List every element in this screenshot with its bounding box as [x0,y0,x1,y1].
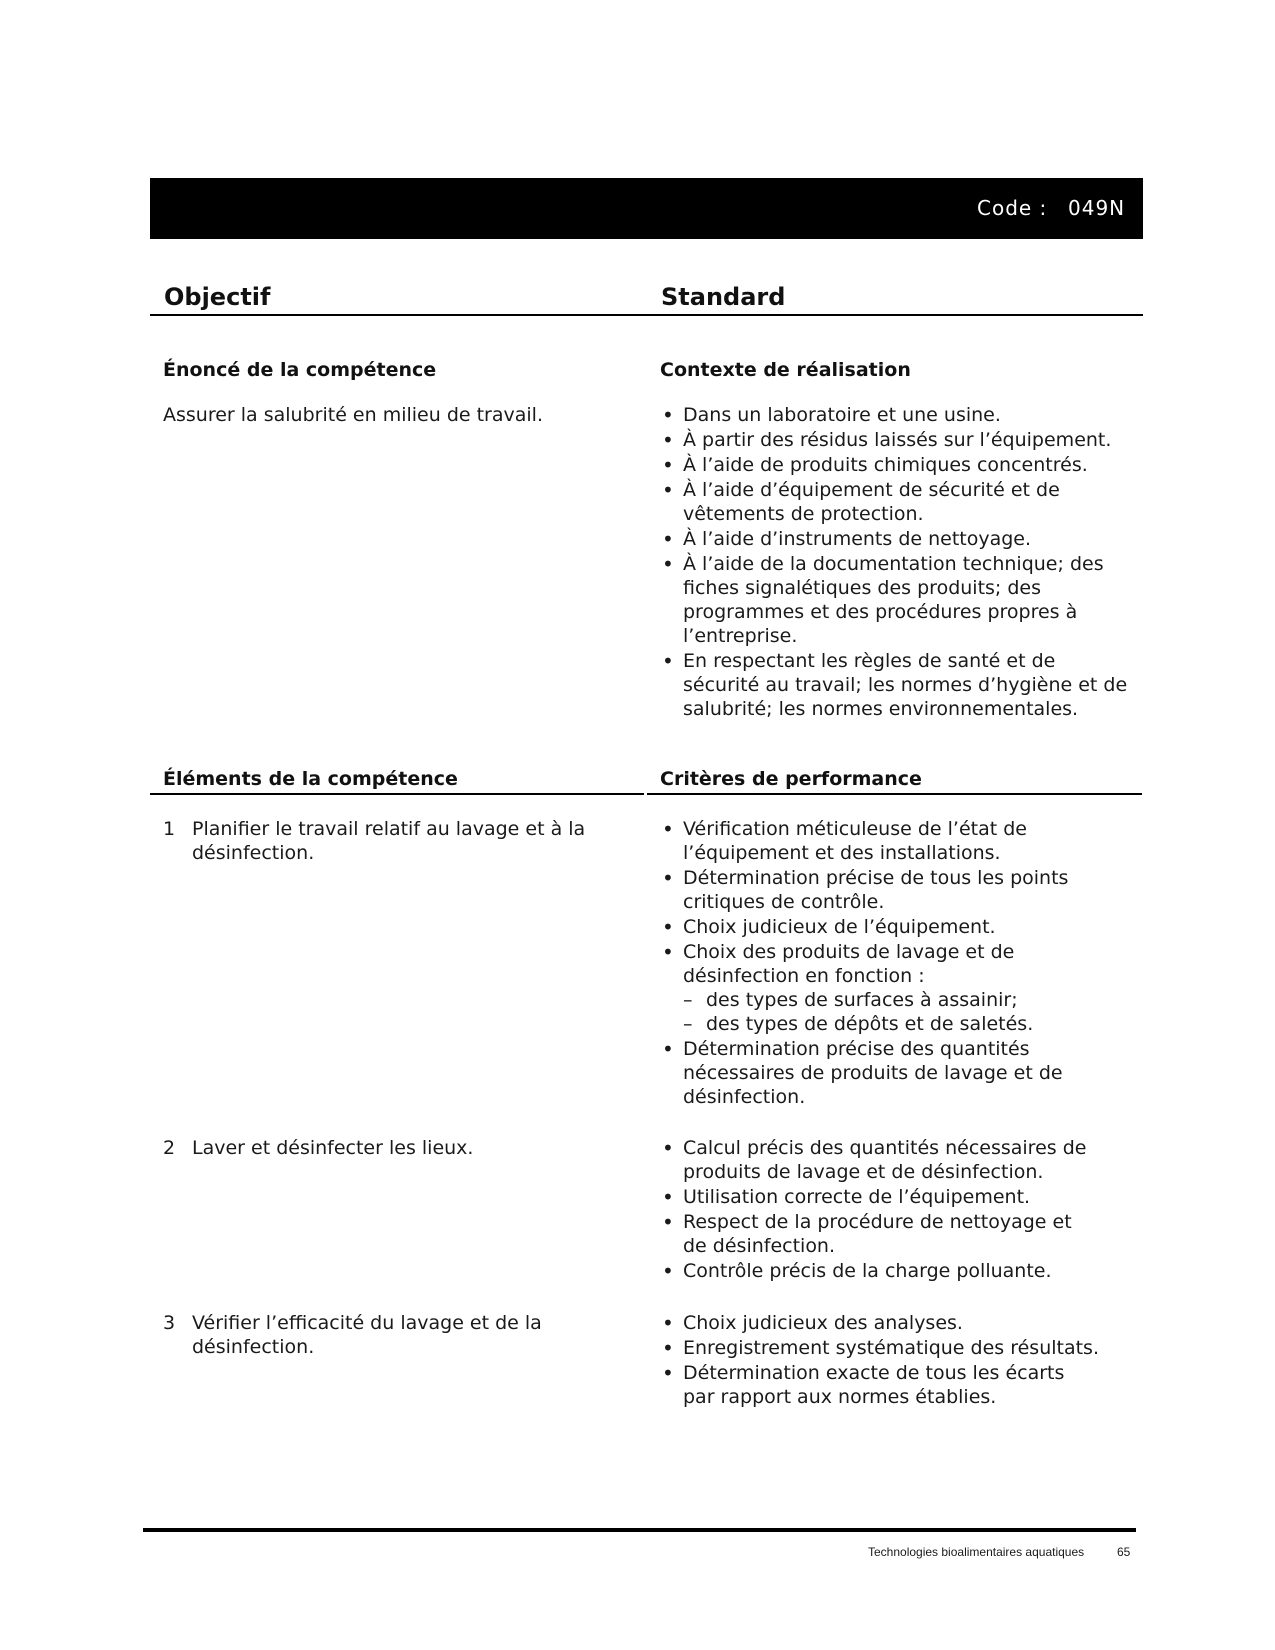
criteria-item: • Enregistrement systématique des résultats. [660,1336,1100,1360]
elements-rule [150,793,644,795]
element-number: 3 [163,1312,176,1334]
element-text: Planifier le travail relatif au lavage et à la désinfection. [192,818,586,864]
context-item: • En respectant les règles de santé et de sécurité au travail; les normes d’hygiène et de salubrité; les normes environnementales. [660,649,1130,721]
page-number: 65 [1117,1545,1131,1559]
criteres-heading: Critères de performance [660,768,922,790]
criteria-item: • Calcul précis des quantités nécessaires de produits de lavage et de désinfection. [660,1136,1100,1184]
context-item: • À partir des résidus laissés sur l’équipement. [660,428,1130,452]
criteria-item: • Vérification méticuleuse de l’état de l’équipement et des installations. [660,817,1135,865]
criteria-item: • Respect de la procédure de nettoyage et de désinfection. [660,1210,1100,1258]
footer-rule [143,1528,1136,1532]
contexte-heading: Contexte de réalisation [660,359,911,381]
criteria-item: • Choix judicieux de l’équipement. [660,915,1135,939]
criteria-item: • Détermination exacte de tous les écarts par rapport aux normes établies. [660,1361,1100,1409]
criteria-item: • Détermination précise de tous les points critiques de contrôle. [660,866,1135,914]
element-number: 2 [163,1137,176,1159]
criteres-rule [647,793,1142,795]
code-bar [150,178,1143,239]
context-item: • À l’aide de produits chimiques concentrés. [660,453,1130,477]
criteria-item-text: Choix des produits de lavage et de désinfection en fonction : [683,941,1015,987]
criteria-list-3 [660,1311,1100,1410]
criteria-item: • Contrôle précis de la charge polluante. [660,1259,1100,1283]
criteria-item [660,940,1135,1036]
criteria-list-1 [660,817,1135,1110]
standard-heading: Standard [661,283,786,311]
enonce-heading: Énoncé de la compétence [163,359,437,381]
context-item: • À l’aide d’équipement de sécurité et de vêtements de protection. [660,478,1130,526]
code-label: Code : [977,196,1048,220]
criteria-item: • Choix judicieux des analyses. [660,1311,1100,1335]
criteria-sub-item: – des types de surfaces à assainir; [683,988,1135,1012]
element-number: 1 [163,818,176,840]
objectif-heading: Objectif [164,283,271,311]
criteria-sub-item: – des types de dépôts et de saletés. [683,1012,1135,1036]
criteria-item: • Utilisation correcte de l’équipement. [660,1185,1100,1209]
context-item: • À l’aide de la documentation technique; des fiches signalétiques des produits; des programmes et des procédures propres à l’entreprise. [660,552,1130,648]
criteria-list-2 [660,1136,1100,1284]
footer-title: Technologies bioalimentaires aquatiques [868,1545,1085,1559]
element-text: Laver et désinfecter les lieux. [192,1137,474,1159]
elements-heading: Éléments de la compétence [163,768,458,790]
criteria-sub-list [683,988,1135,1036]
context-item: • À l’aide d’instruments de nettoyage. [660,527,1130,551]
context-list [660,403,1130,722]
criteria-item: • Détermination précise des quantités nécessaires de produits de lavage et de désinfection. [660,1037,1135,1109]
competence-statement: Assurer la salubrité en milieu de travail. [163,404,543,426]
element-text: Vérifier l’efficacité du lavage et de la désinfection. [192,1312,542,1358]
context-item: • Dans un laboratoire et une usine. [660,403,1130,427]
code-value: 049N [1068,196,1126,220]
heading-rule [150,314,1143,316]
